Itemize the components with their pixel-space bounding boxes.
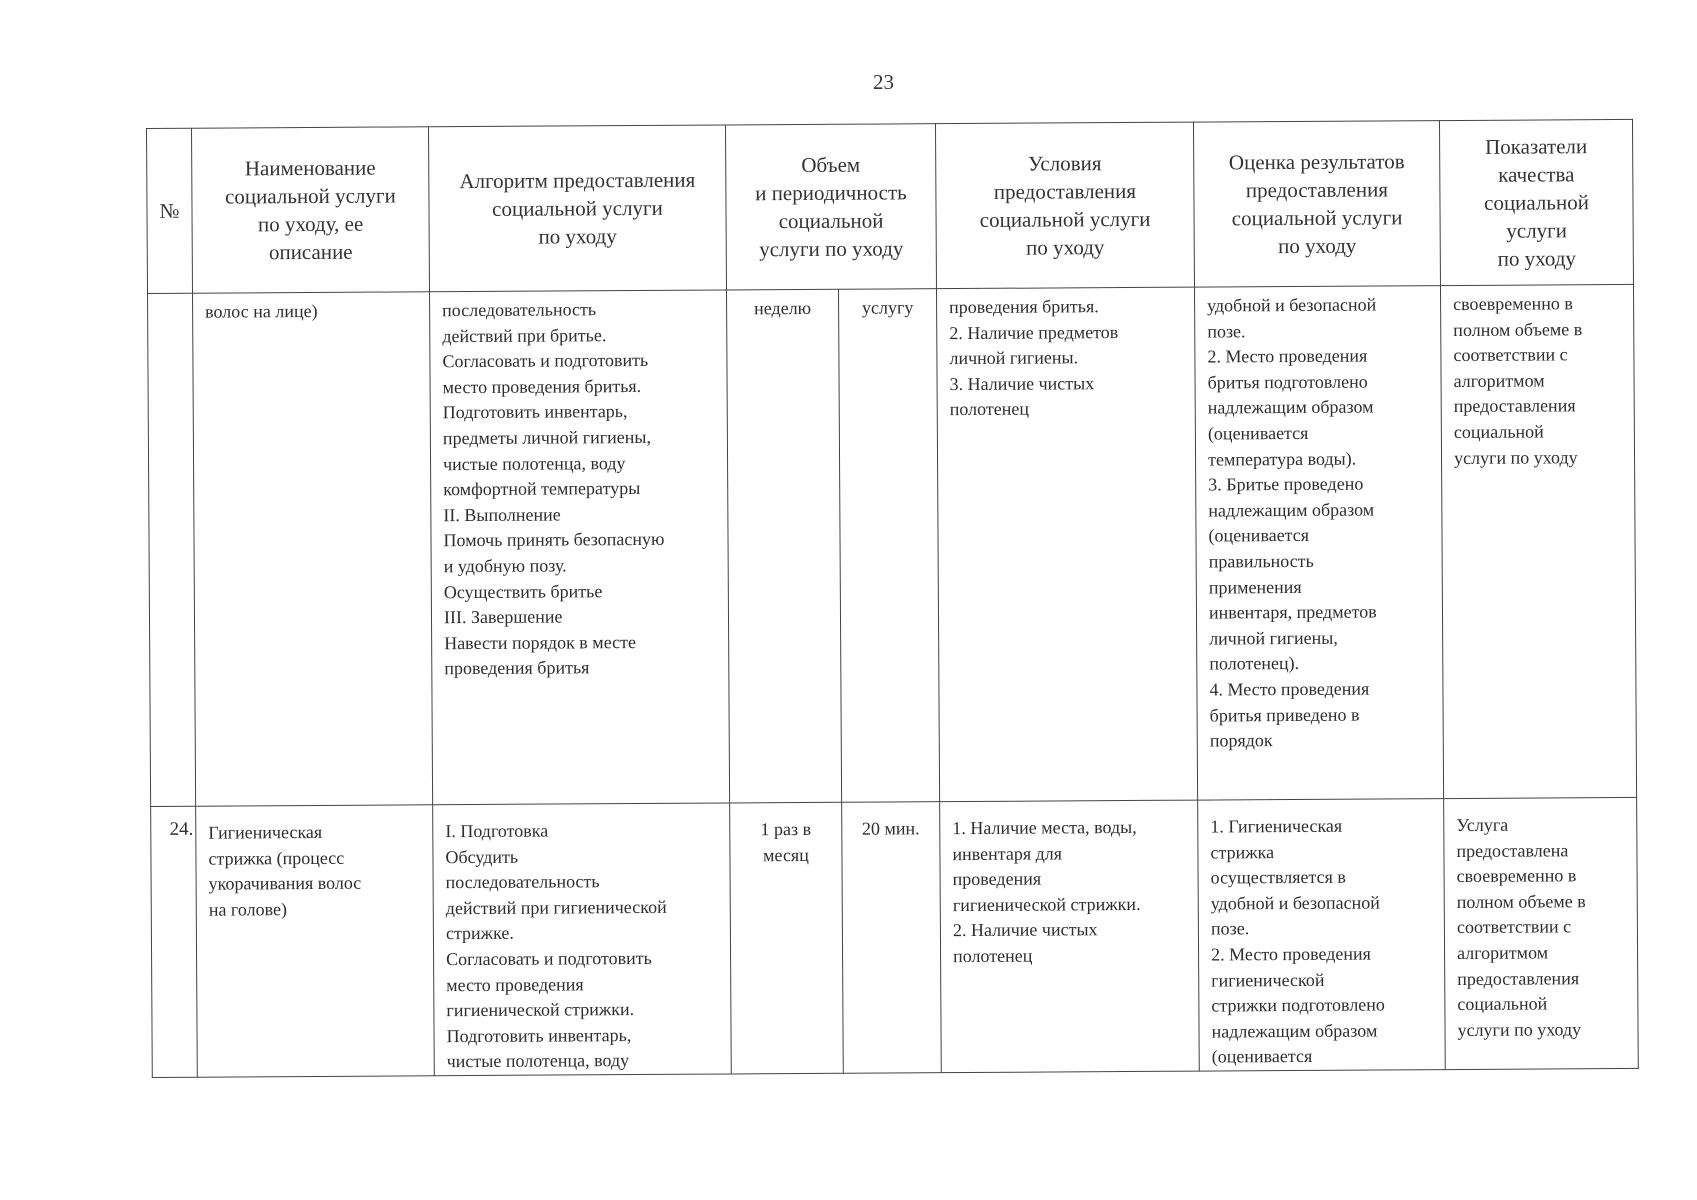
- cell-periodicity: 1 раз в месяц: [730, 802, 844, 1074]
- table-header-row: [147, 119, 1634, 293]
- header-service-name: Наименование социальной услуги по уходу, ее описание: [192, 127, 430, 293]
- cell-algorithm: последовательность действий при бритье. Согласовать и подготовить место проведения бритья. Подготовить инвентарь, предметы личной гигиены, чистые полотенца, воду комфортной температуры II. Выполнение Помочь принять безопасную и удобную позу. Осуществить бритье III. Завершение Навести порядок в месте проведения бритья: [430, 290, 730, 805]
- page-number: 23: [873, 70, 894, 94]
- cell-quality: Услуга предоставлена своевременно в полном объеме в соответствии с алгоритмом предоставления социальной услуги по уходу: [1444, 797, 1639, 1069]
- cell-number: 24.: [151, 806, 198, 1077]
- table-row: [148, 284, 1637, 806]
- header-conditions: Условия предоставления социальной услуги по уходу: [936, 122, 1195, 289]
- cell-periodicity: неделю: [727, 289, 842, 803]
- header-number: №: [147, 128, 193, 293]
- cell-volume: услугу: [838, 289, 939, 803]
- cell-conditions: проведения бритья. 2. Наличие предметов личной гигиены. 3. Наличие чистых полотенец: [937, 287, 1198, 802]
- cell-assessment: 1. Гигиеническая стрижка осуществляется в удобной и безопасной позе. 2. Место проведения гигиенической стрижки подготовлено надлежащим образом (оценивается: [1198, 799, 1446, 1071]
- header-algorithm: Алгоритм предоставления социальной услуги по уходу: [428, 125, 726, 292]
- cell-conditions: 1. Наличие места, воды, инвентаря для проведения гигиенической стрижки. 2. Наличие чистых полотенец: [940, 800, 1200, 1073]
- cell-algorithm: I. Подготовка Обсудить последовательность действий при гигиенической стрижке. Согласовать и подготовить место проведения гигиенической стрижки. Подготовить инвентарь, чистые полотенца, воду: [433, 803, 732, 1076]
- cell-number: [148, 293, 196, 806]
- cell-quality: своевременно в полном объеме в соответствии с алгоритмом предоставления социальной услуги по уходу: [1441, 284, 1637, 798]
- header-volume: Объем и периодичность социальной услуги по уходу: [725, 124, 936, 290]
- header-quality: Показатели качества социальной услуги по уходу: [1439, 119, 1633, 285]
- services-table: [146, 119, 1639, 1078]
- cell-service-name: Гигиеническая стрижка (процесс укорачивания волос на голове): [196, 805, 435, 1077]
- cell-volume: 20 мин.: [842, 802, 942, 1074]
- header-assessment: Оценка результатов предоставления социальной услуги по уходу: [1193, 121, 1440, 287]
- cell-service-name: волос на лице): [193, 292, 433, 806]
- cell-assessment: удобной и безопасной позе. 2. Место проведения бритья подготовлено надлежащим образом (оценивается температура воды). 3. Бритье проведено надлежащим образом (оценивается правильность применения инвентаря, предметов личной гигиены, полотенец). 4. Место проведения бритья приведено в порядок: [1195, 286, 1444, 800]
- table-row: [151, 797, 1639, 1077]
